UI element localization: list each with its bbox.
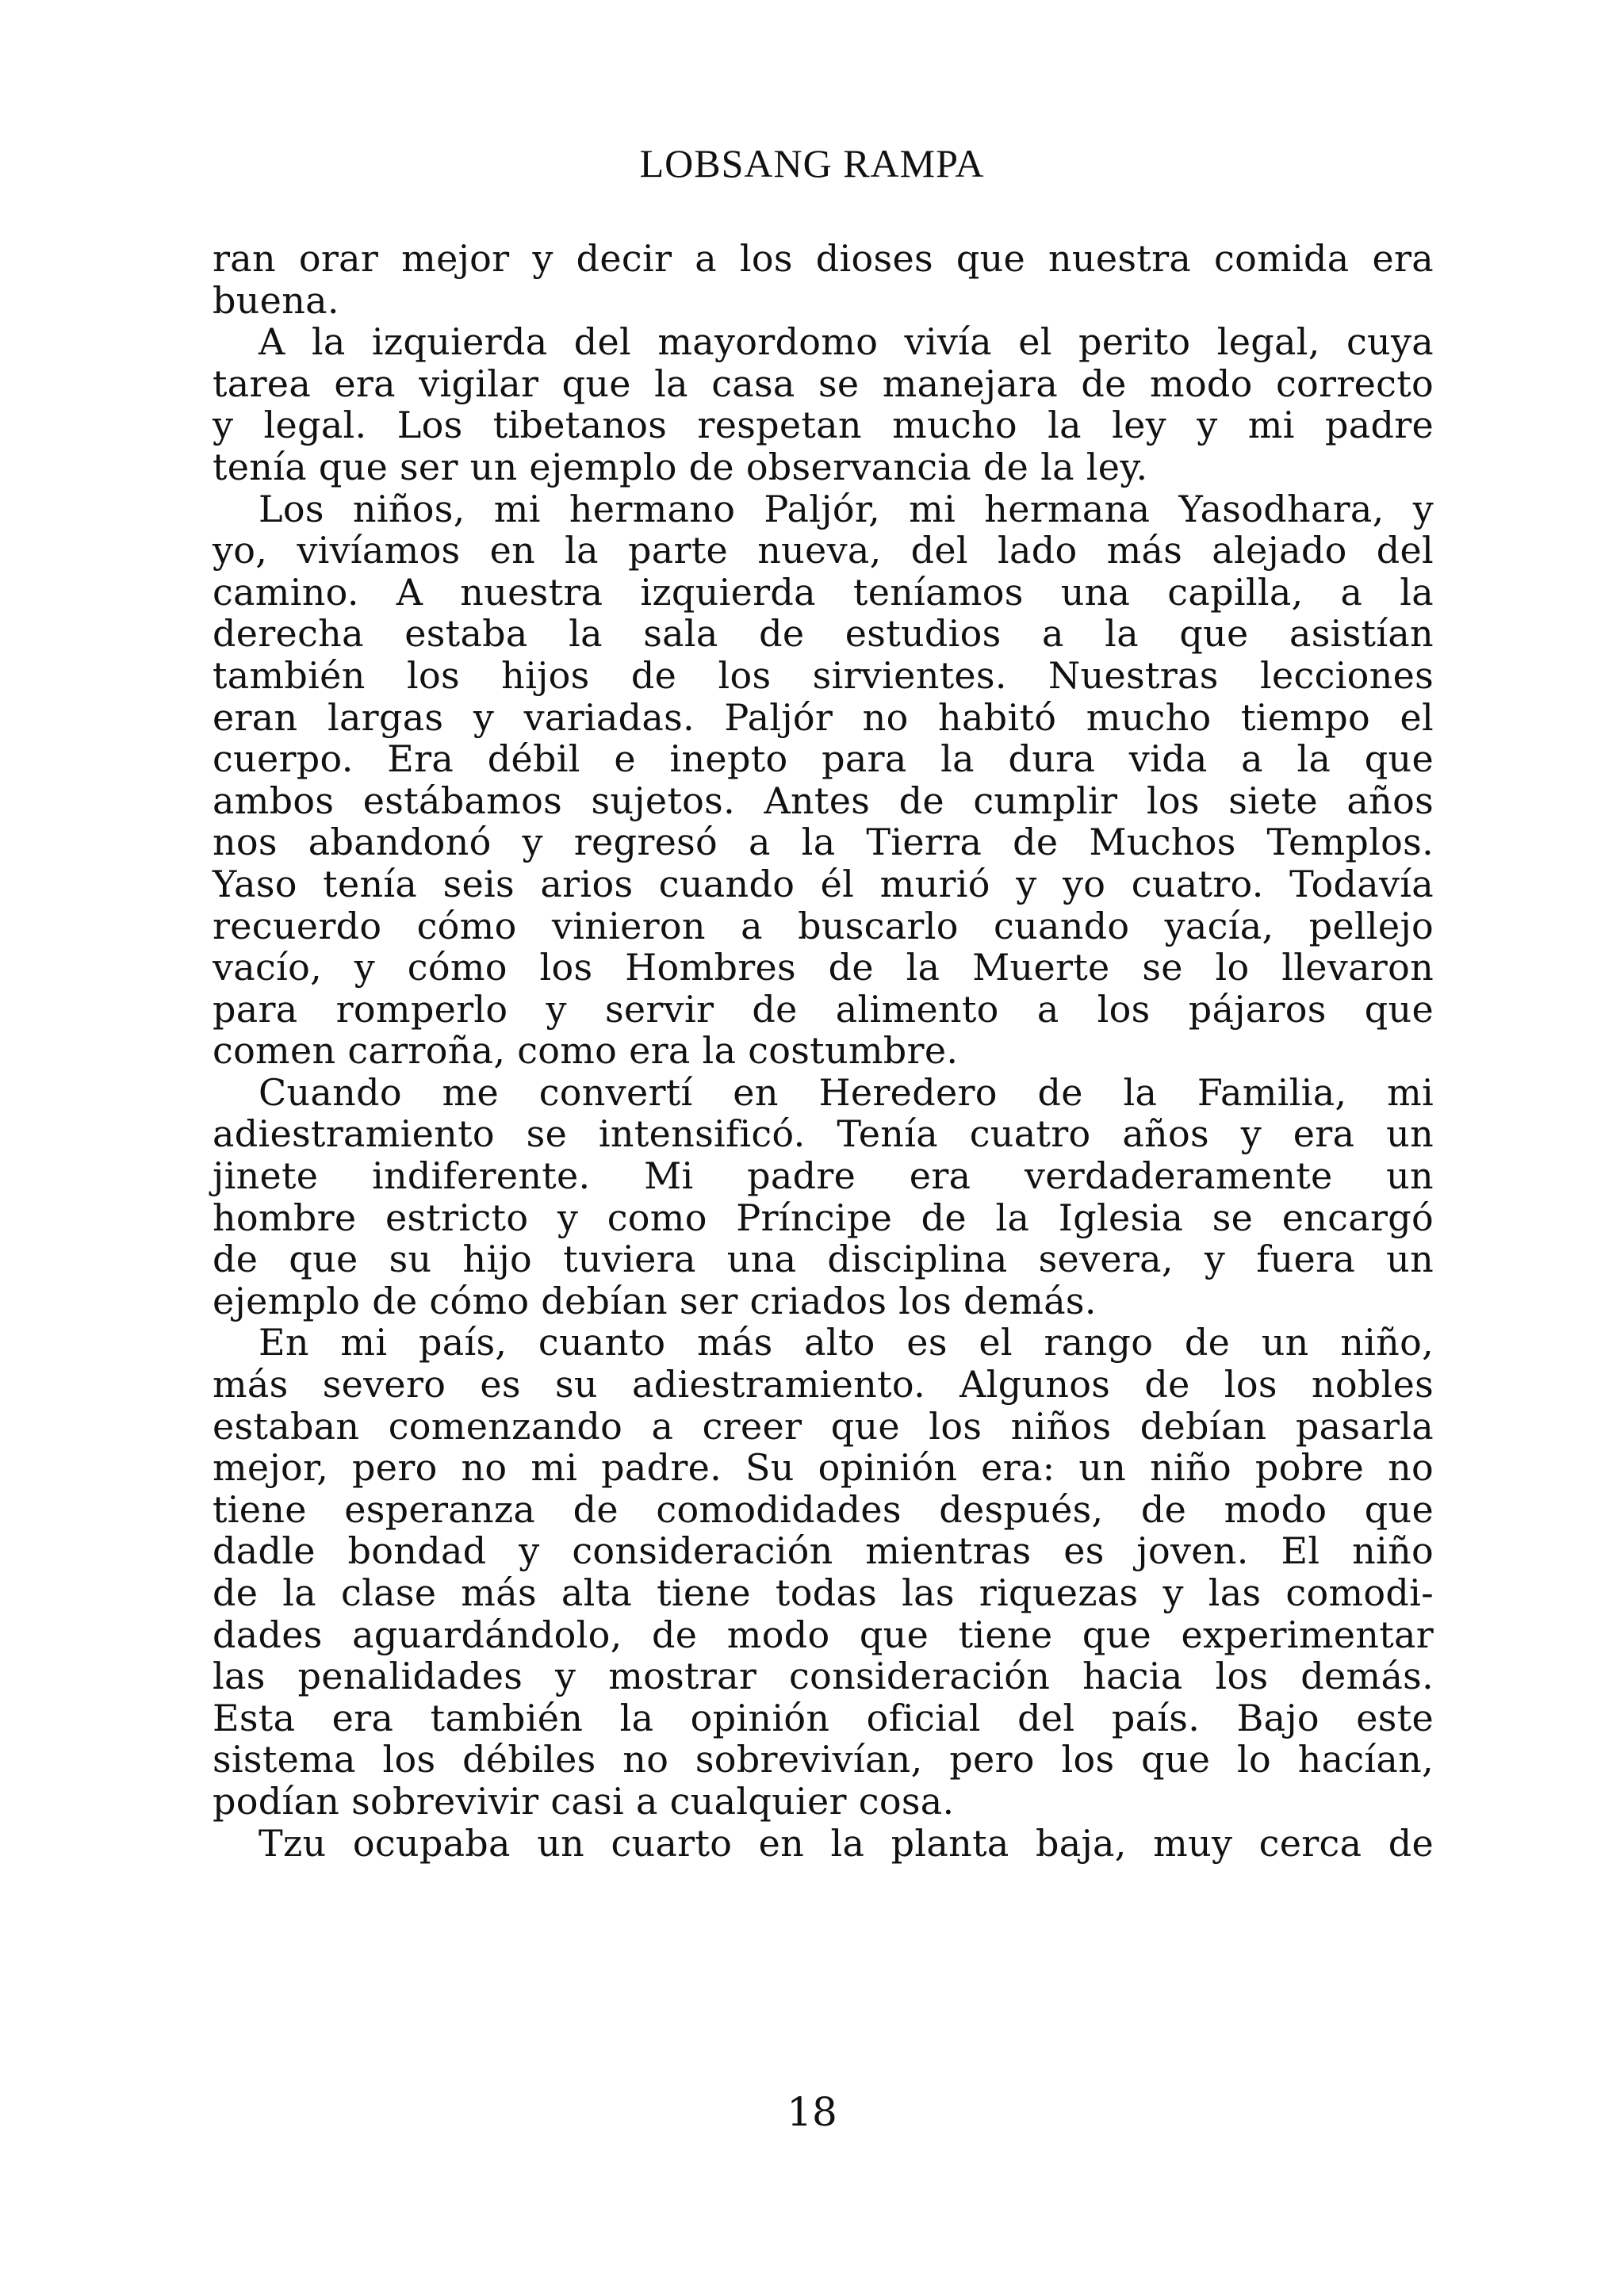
text-line: ambos estábamos sujetos. Antes de cumplir los siete años [213,779,1434,822]
text-line: jinete indiferente. Mi padre era verdaderamente un [213,1154,1434,1198]
text-line: para romperlo y servir de alimento a los pájaros que [213,987,1434,1031]
text-line: Los niños, mi hermano Paljór, mi hermana Yasodhara, y [259,487,1434,530]
text-line: recuerdo cómo vinieron a buscarlo cuando yacía, pellejo [213,904,1434,947]
text-line: más severo es su adiestramiento. Algunos de los nobles [213,1363,1434,1406]
text-line: mejor, pero no mi padre. Su opinión era: un niño pobre no [213,1446,1434,1490]
text-line: Esta era también la opinión oficial del país. Bajo este [213,1696,1434,1739]
text-line: A la izquierda del mayordomo vivía el perito legal, cuya [259,320,1434,364]
text-line: buena. [213,278,339,322]
text-line: derecha estaba la sala de estudios a la que asistían [213,612,1434,656]
running-title: LOBSANG RAMPA [639,141,985,186]
text-line: dadle bondad y consideración mientras es joven. El niño [213,1529,1434,1573]
text-line: camino. A nuestra izquierda teníamos una capilla, a la [213,570,1434,614]
text-line: sistema los débiles no sobrevivían, pero los que lo hacían, [213,1738,1434,1781]
text-line: tarea era vigilar que la casa se manejara de modo correcto [213,362,1434,405]
text-line: y legal. Los tibetanos respetan mucho la ley y mi padre [213,404,1434,447]
text-line: estaban comenzando a creer que los niños debían pasarla [213,1404,1434,1448]
text-line: dades aguardándolo, de modo que tiene que experimentar [213,1613,1434,1656]
text-line: las penalidades y mostrar consideración hacia los demás. [213,1655,1434,1698]
text-line: vacío, y cómo los Hombres de la Muerte se lo llevaron [213,946,1434,989]
text-line: podían sobrevivir casi a cualquier cosa. [213,1779,955,1823]
text-line: adiestramiento se intensificó. Tenía cuatro años y era un [213,1112,1434,1156]
text-line: Yaso tenía seis arios cuando él murió y yo cuatro. Todavía [213,862,1434,905]
text-line: hombre estricto y como Príncipe de la Iglesia se encargó [213,1196,1434,1239]
body-text [213,238,1434,1864]
text-line: tenía que ser un ejemplo de observancia de la ley. [213,445,1148,488]
text-line: nos abandonó y regresó a la Tierra de Muchos Templos. [213,821,1434,864]
text-line: cuerpo. Era débil e inepto para la dura vida a la que [213,737,1434,781]
text-line: Tzu ocupaba un cuarto en la planta baja, muy cerca de [259,1821,1434,1865]
page-number: 18 [787,2089,837,2135]
text-line: de la clase más alta tiene todas las riquezas y las comodi- [213,1571,1434,1614]
text-line: también los hijos de los sirvientes. Nuestras lecciones [213,653,1434,697]
text-line: ejemplo de cómo debían ser criados los demás. [213,1279,1097,1322]
text-line: eran largas y variadas. Paljór no habitó mucho tiempo el [213,695,1434,739]
text-line: tiene esperanza de comodidades después, de modo que [213,1487,1434,1531]
text-line: yo, vivíamos en la parte nueva, del lado más alejado del [213,529,1434,572]
text-line: Cuando me convertí en Heredero de la Familia, mi [259,1070,1434,1114]
text-line: de que su hijo tuviera una disciplina severa, y fuera un [213,1238,1434,1281]
text-line: ran orar mejor y decir a los dioses que nuestra comida era [213,237,1434,280]
text-line: comen carroña, como era la costumbre. [213,1029,959,1073]
text-line: En mi país, cuanto más alto es el rango de un niño, [259,1321,1434,1364]
